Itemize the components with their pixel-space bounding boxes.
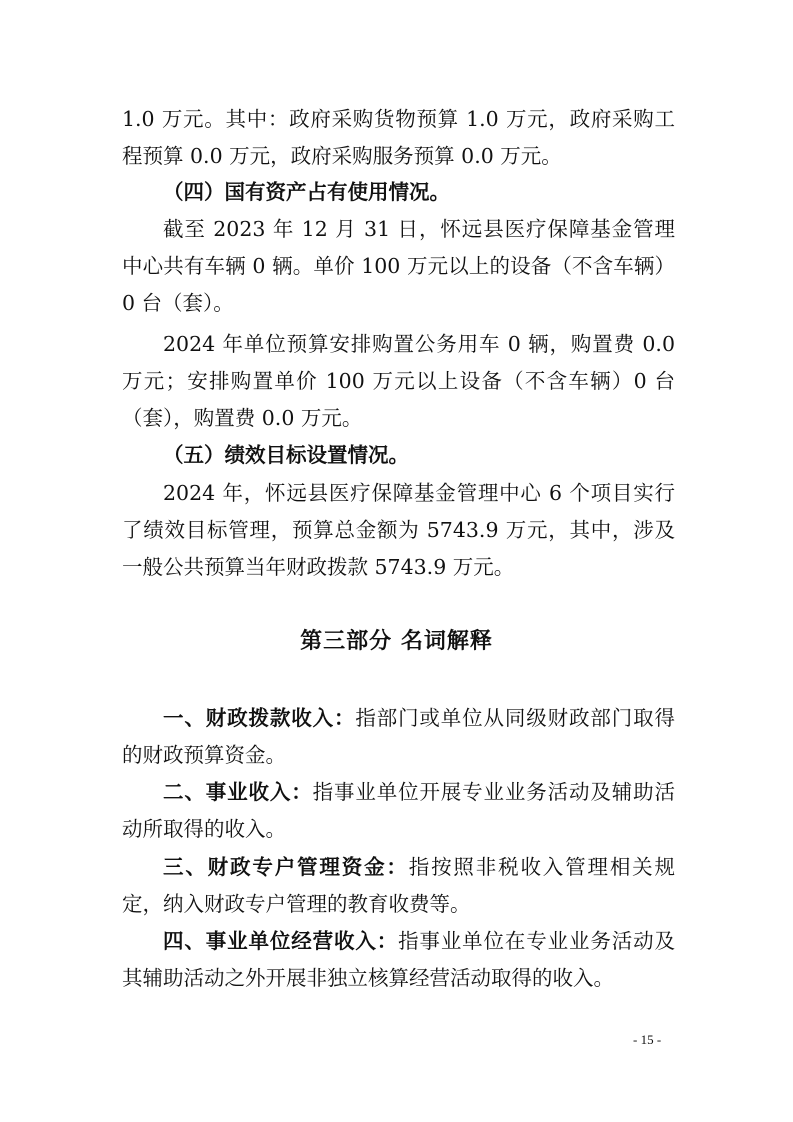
- vehicles-paragraph: 截至 2023 年 12 月 31 日，怀远县医疗保障基金管理中心共有车辆 0 辆。单价 100 万元以上的设备（不含车辆）0 台（套）。: [122, 217, 675, 315]
- section-title: 第三部分 名词解释: [300, 629, 493, 654]
- definition-text: 指事业单位开展专业业务活动及辅助活动所取得的收入。: [122, 780, 676, 841]
- heading-state-assets: （四）国有资产占有使用情况。: [163, 180, 450, 204]
- definition-term: 二、事业收入：: [163, 780, 313, 804]
- performance-paragraph: 2024 年，怀远县医疗保障基金管理中心 6 个项目实行了绩效目标管理，预算总金额为 5743.9 万元，其中，涉及一般公共预算当年财政拨款 5743.9 万元。: [122, 481, 675, 579]
- heading-performance-targets: （五）绩效目标设置情况。: [163, 443, 409, 467]
- definition-text: 指部门或单位从同级财政部门取得的财政预算资金。: [122, 706, 676, 767]
- definition-term: 四、事业单位经营收入：: [163, 929, 399, 953]
- page-number: - 15 -: [633, 1032, 662, 1047]
- definition-text: 指事业单位在专业业务活动及其辅助活动之外开展非独立核算经营活动取得的收入。: [122, 929, 676, 990]
- procurement-paragraph: 1.0 万元。其中：政府采购货物预算 1.0 万元，政府采购工程预算 0.0 万元，政府采购服务预算 0.0 万元。: [122, 107, 675, 168]
- definition-item: [122, 849, 675, 923]
- definition-text: 指按照非税收入管理相关规定，纳入财政专户管理的教育收费等。: [122, 855, 675, 916]
- definition-term: 一、财政拨款收入：: [163, 706, 356, 730]
- definition-item: [122, 923, 675, 997]
- definition-item: [122, 700, 675, 774]
- purchase-plan-paragraph: 2024 年单位预算安排购置公务用车 0 辆，购置费 0.0 万元；安排购置单价 100 万元以上设备（不含车辆）0 台（套），购置费 0.0 万元。: [122, 332, 675, 430]
- definition-item: [122, 774, 675, 848]
- definition-term: 三、财政专户管理资金：: [163, 855, 409, 879]
